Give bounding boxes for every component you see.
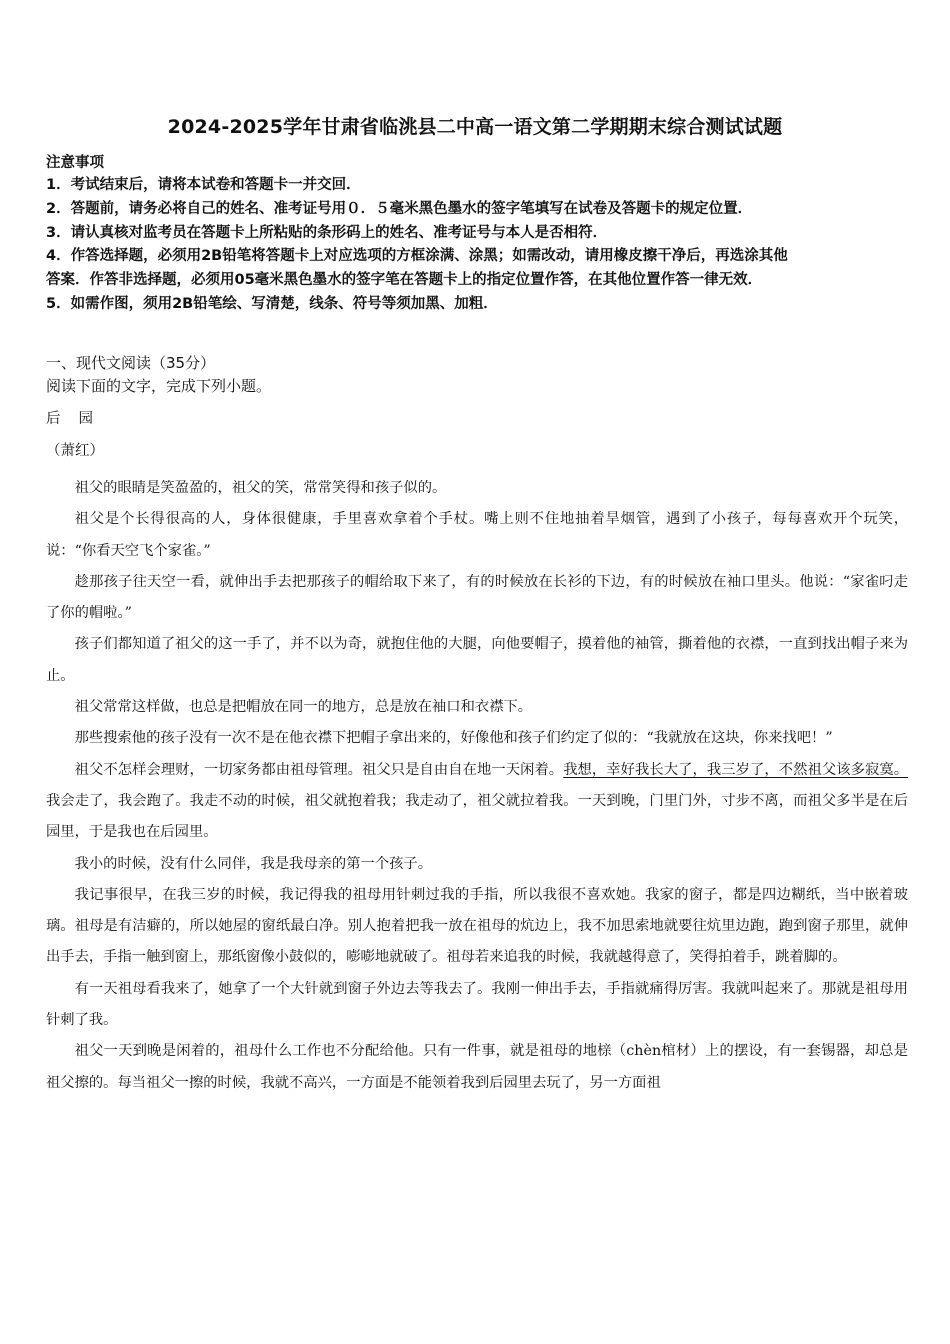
notice-block <box>46 152 916 317</box>
section-heading: 一、现代文阅读（35分） <box>46 354 216 372</box>
paragraph: 孩子们都知道了祖父的这一手了，并不以为奇，就抱住他的大腿，向他要帽子，摸着他的袖管，撕着他的衣襟，一直到找出帽子来为止。 <box>46 636 908 684</box>
paragraph-text: 我会走了，我会跑了。我走不动的时候，祖父就抱着我；我走动了，祖父就拉着我。一天到晚，门里门外，寸步不离，而祖父多半是在后园里，于是我也在后园里。 <box>46 792 908 841</box>
notice-item: 2．答题前，请务必将自己的姓名、准考证号用０．５毫米黑色墨水的签字笔填写在试卷及答题卡的规定位置． <box>46 200 753 217</box>
notice-item: 3．请认真核对监考员在答题卡上所粘贴的条形码上的姓名、准考证号与本人是否相符． <box>46 224 608 241</box>
notice-item: 4．作答选择题，必须用2B铅笔将答题卡上对应选项的方框涂满、涂黑；如需改动，请用橡皮擦干净后，再选涂其他 <box>46 248 788 265</box>
underlined-sentence: 我想，幸好我长大了，我三岁了，不然祖父该多寂寞。 <box>563 761 908 778</box>
notice-item: 5．如需作图，须用2B铅笔绘、写清楚，线条、符号等须加黑、加粗． <box>46 295 498 312</box>
paragraph: 祖父是个长得很高的人，身体很健康，手里喜欢拿着个手杖。嘴上则不住地抽着旱烟管，遇到了小孩子，每每喜欢开个玩笑，说：“你看天空飞个家雀。” <box>46 511 908 559</box>
paragraph: 祖父常常这样做，也总是把帽放在同一的地方，总是放在袖口和衣襟下。 <box>74 699 533 716</box>
paragraph: 我记事很早，在我三岁的时候，我记得我的祖母用针刺过我的手指，所以我很不喜欢她。我家的窗子，都是四边糊纸，当中嵌着玻璃。祖母是有洁癖的，所以她屋的窗纸最白净。别人抱着把我一放在祖母的炕边上，我不加思索地就要往炕里边跑，跑到窗子那里，就伸出手去，手指一触到窗上，那纸窗像小鼓似的，嘭嘭地就破了。祖母若来追我的时候，我就越得意了，笑得拍着手，跳着脚的。 <box>46 886 908 966</box>
passage-title: 后园 <box>46 411 111 427</box>
paragraph: 趁那孩子往天空一看，就伸出手去把那孩子的帽给取下来了，有的时候放在长衫的下边，有的时候放在袖口里头。他说：“家雀叼走了你的帽啦。” <box>46 573 908 622</box>
passage-body <box>46 473 908 1099</box>
reading-instruction: 阅读下面的文字，完成下列小题。 <box>46 377 272 395</box>
paragraph-text: 祖父不怎样会理财，一切家务都由祖母管理。祖父只是自由自在地一天闲着。 <box>74 761 564 778</box>
notice-item: 1．考试结束后，请将本试卷和答题卡一并交回． <box>46 177 361 193</box>
paragraph: 那些搜索他的孩子没有一次不是在他衣襟下把帽子拿出来的，好像他和孩子们约定了似的：“我就放在这块，你来找吧！” <box>74 730 833 747</box>
paragraph: 我小的时候，没有什么同伴，我是我母亲的第一个孩子。 <box>74 855 433 872</box>
notice-item: 答案．作答非选择题，必须用05毫米黑色墨水的签字笔在答题卡上的指定位置作答，在其他位置作答一律无效． <box>46 272 763 289</box>
paragraph: 祖父一天到晚是闲着的，祖母什么工作也不分配给他。只有一件事，就是祖母的地榇（chèn棺材）上的摆设，有一套锡器，却总是祖父擦的。每当祖父一擦的时候，我就不高兴，一方面是不能领着我到后园里去玩了，另一方面祖 <box>46 1043 908 1091</box>
paragraph <box>46 755 908 849</box>
page-title: 2024-2025学年甘肃省临洮县二中高一语文第二学期期末综合测试试题 <box>167 116 783 138</box>
paragraph: 有一天祖母看我来了，她拿了一个大针就到窗子外边去等我去了。我刚一伸出手去，手指就痛得厉害。我就叫起来了。那就是祖母用针刺了我。 <box>46 980 908 1029</box>
passage-author: （萧红） <box>46 443 104 459</box>
paragraph: 祖父的眼睛是笑盈盈的，祖父的笑，常常笑得和孩子似的。 <box>74 480 447 496</box>
notice-heading: 注意事项 <box>46 155 104 171</box>
